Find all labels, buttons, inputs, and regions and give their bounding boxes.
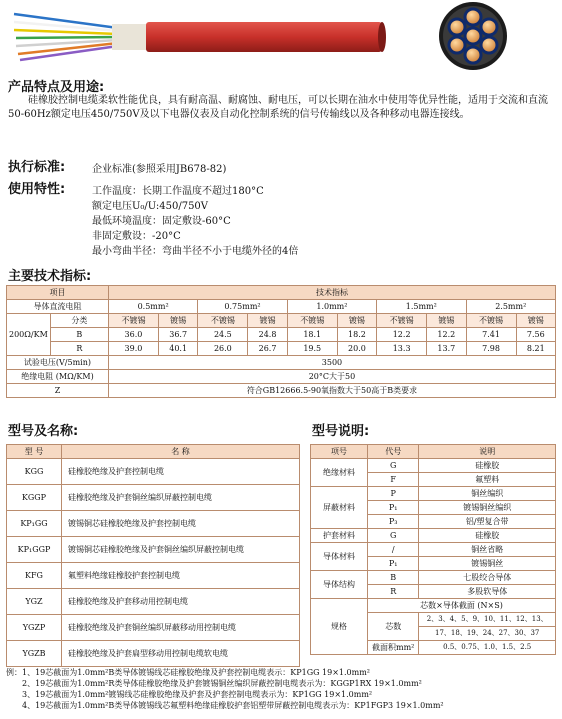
cable-side-view [14,14,386,60]
desc-code: G [368,459,419,473]
usage-line: 非固定敷设：-20°C [92,231,181,242]
standard-title: 执行标准: [8,160,66,175]
examples-notes [6,667,444,711]
desc-text: 镀锡铜丝编织 [419,501,556,515]
tech-sub: 不镀锡 [466,314,516,328]
tech-cell: 8.21 [516,342,555,356]
tech-sub: 不镀锡 [198,314,248,328]
tech-cell: 24.8 [248,328,287,342]
desc-cores-value: 17、18、19、24、27、30、37 [419,627,556,641]
tech-sub: 不镀锡 [377,314,427,328]
desc-code: R [368,585,419,599]
desc-code: P₃ [368,515,419,529]
model-code: KP₁GG [7,511,62,537]
desc-code: P₁ [368,557,419,571]
tech-size: 1.0mm² [287,300,376,314]
tech-title: 主要技术指标: [8,269,92,284]
tech-cell: 7.98 [466,342,516,356]
tech-size: 0.5mm² [108,300,197,314]
tech-ins-label: 绝缘电阻 (MΩ/KM) [7,370,109,384]
desc-text: 七股绞合导体 [419,571,556,585]
cable-product-image [0,0,562,72]
model-name: 镀锡铜芯硅橡胶绝缘及护套铜丝编织屏蔽控制电缆 [62,537,300,563]
desc-group: 规格 [311,599,368,655]
model-code: KGGP [7,485,62,511]
tech-cell: 39.0 [108,342,158,356]
tech-sub: 镀锡 [158,314,197,328]
tech-spec-table [6,285,556,398]
desc-text: 镀锡铜丝 [419,557,556,571]
tech-cell: 26.7 [248,342,287,356]
tech-cell: 40.1 [158,342,197,356]
model-code: YGZP [7,615,62,641]
usage-line: 最小弯曲半径：弯曲半径不小于电缆外径的4倍 [92,246,299,257]
cable-cross-section [439,2,507,70]
usage-line: 最低环境温度：固定敷设-60°C [92,216,231,227]
standard-text: 企业标准(参照采用JB678-82) [92,164,227,175]
tech-test-label: 试验电压(V/5min) [7,356,109,370]
tech-test-value: 3500 [108,356,555,370]
tech-sub: 镀锡 [516,314,555,328]
usage-title: 使用特性: [8,182,66,197]
desc-group: 屏蔽材料 [311,487,368,529]
tech-z-value: 符合GB12666.5-90氧指数大于50高于B类要求 [108,384,555,398]
model-name: 硅橡胶绝缘及护套移动用控制电缆 [62,589,300,615]
model-name: 硅橡胶绝缘及护套扁型移动用控制电缆软电缆 [62,641,300,667]
tech-size: 1.5mm² [377,300,466,314]
desc-code: F [368,473,419,487]
tech-cell: 7.56 [516,328,555,342]
tech-row-r-label: R [50,342,108,356]
usage-line: 工作温度：长期工作温度不超过180°C [92,186,264,197]
desc-text: 多股软导体 [419,585,556,599]
model-code: YGZ [7,589,62,615]
model-code: KGG [7,459,62,485]
model-code: YGZB [7,641,62,667]
model-desc-table [310,444,556,655]
model-code: KP₁GGP [7,537,62,563]
tech-unit: 200Ω/KM [7,314,51,356]
tech-row-b-label: B [50,328,108,342]
desc-cores-value: 2、3、4、5、9、10、11、12、13、 [419,613,556,627]
desc-text: 硅橡胶 [419,529,556,543]
desc-text: 氟塑料 [419,473,556,487]
tech-cell: 19.5 [287,342,337,356]
model-name: 硅橡胶绝缘及护套控制电缆 [62,459,300,485]
desc-area-label: 截面积mm² [368,641,419,655]
desc-text: 硅橡胶 [419,459,556,473]
tech-cell: 7.41 [466,328,516,342]
desc-h-item: 项号 [311,445,368,459]
tech-class: 分类 [50,314,108,328]
tech-cell: 13.7 [427,342,466,356]
desc-title: 型号说明: [312,424,370,439]
tech-cell: 24.5 [198,328,248,342]
tech-size: 0.75mm² [198,300,287,314]
tech-cell: 12.2 [377,328,427,342]
model-table [6,444,300,667]
features-title: 产品特点及用途: [8,80,105,95]
desc-code: P [368,487,419,501]
desc-text: 铝/塑复合带 [419,515,556,529]
model-h-name: 名 称 [62,445,300,459]
tech-sub: 镀锡 [337,314,376,328]
model-code: KFG [7,563,62,589]
model-name: 氟塑料绝缘硅橡胶护套控制电缆 [62,563,300,589]
desc-text: 铜丝编织 [419,487,556,501]
tech-conductor-label: 导体直流电阻 [7,300,109,314]
tech-size: 2.5mm² [466,300,556,314]
tech-cell: 18.1 [287,328,337,342]
desc-cores-label: 芯数 [368,613,419,641]
desc-group: 导体结构 [311,571,368,599]
tech-sub: 镀锡 [248,314,287,328]
tech-cell: 13.3 [377,342,427,356]
model-title: 型号及名称: [8,424,79,439]
tech-sub: 镀锡 [427,314,466,328]
tech-cell: 20.0 [337,342,376,356]
tech-z-label: Z [7,384,109,398]
desc-area-value: 0.5、0.75、1.0、1.5、2.5 [419,641,556,655]
desc-group: 导体材料 [311,543,368,571]
tech-cell: 18.2 [337,328,376,342]
desc-h-desc: 说明 [419,445,556,459]
tech-cell: 36.0 [108,328,158,342]
desc-code: / [368,543,419,557]
tech-sub: 不镀锡 [108,314,158,328]
note-line: 3、19芯截面为1.0mm²镀锡线芯硅橡胶绝缘及护套及护套控制电缆表示为：KP1GG 19×1.0mm² [22,690,373,699]
model-name: 镀锡铜芯硅橡胶绝缘及护套控制电缆 [62,511,300,537]
tech-h-item: 项目 [7,286,109,300]
usage-line: 额定电压U₀/U:450/750V [92,201,209,212]
model-h-code: 型 号 [7,445,62,459]
desc-text: 铜丝省略 [419,543,556,557]
note-line: 2、19芯截面为1.0mm²R类导体硅橡胶绝缘及护套镀锡铜丝编织屏蔽控制电缆表示为：KGGP1RX 19×1.0mm² [22,679,422,688]
tech-ins-value: 20°C大于50 [108,370,555,384]
note-line: 例：1、19芯截面为1.0mm²B类导体镀锡线芯硅橡胶绝缘及护套控制电缆表示：KP1GG 19×1.0mm² [6,668,371,677]
tech-cell: 26.0 [198,342,248,356]
desc-code: G [368,529,419,543]
tech-cell: 36.7 [158,328,197,342]
tech-sub: 不镀锡 [287,314,337,328]
desc-code: B [368,571,419,585]
desc-h-code: 代号 [368,445,419,459]
desc-group: 护套材料 [311,529,368,543]
note-line: 4、19芯截面为1.0mm²B类导体镀锡线芯氟塑料绝缘硅橡胶护套铝塑带屏蔽控制电缆表示为：KP1FGP3 19×1.0mm² [22,701,444,710]
tech-h-spec: 技术指标 [108,286,555,300]
desc-spec-header: 芯数×导体截面 (N×S) [368,599,556,613]
desc-code: P₁ [368,501,419,515]
tech-cell: 12.2 [427,328,466,342]
desc-group: 绝缘材料 [311,459,368,487]
features-text: 硅橡胶控制电缆柔软性能优良，具有耐高温、耐腐蚀、耐电压，可以长期在油水中使用等优异性能，适用于交流和直流50-60Hz额定电压450/750V及以下电器仪表及自动化控制系统的信号传输线以及各种移动电器连接线。 [8,95,548,120]
model-name: 硅橡胶绝缘及护套铜丝编织屏蔽移动用控制电缆 [62,615,300,641]
model-name: 硅橡胶绝缘及护套铜丝编织屏蔽控制电缆 [62,485,300,511]
